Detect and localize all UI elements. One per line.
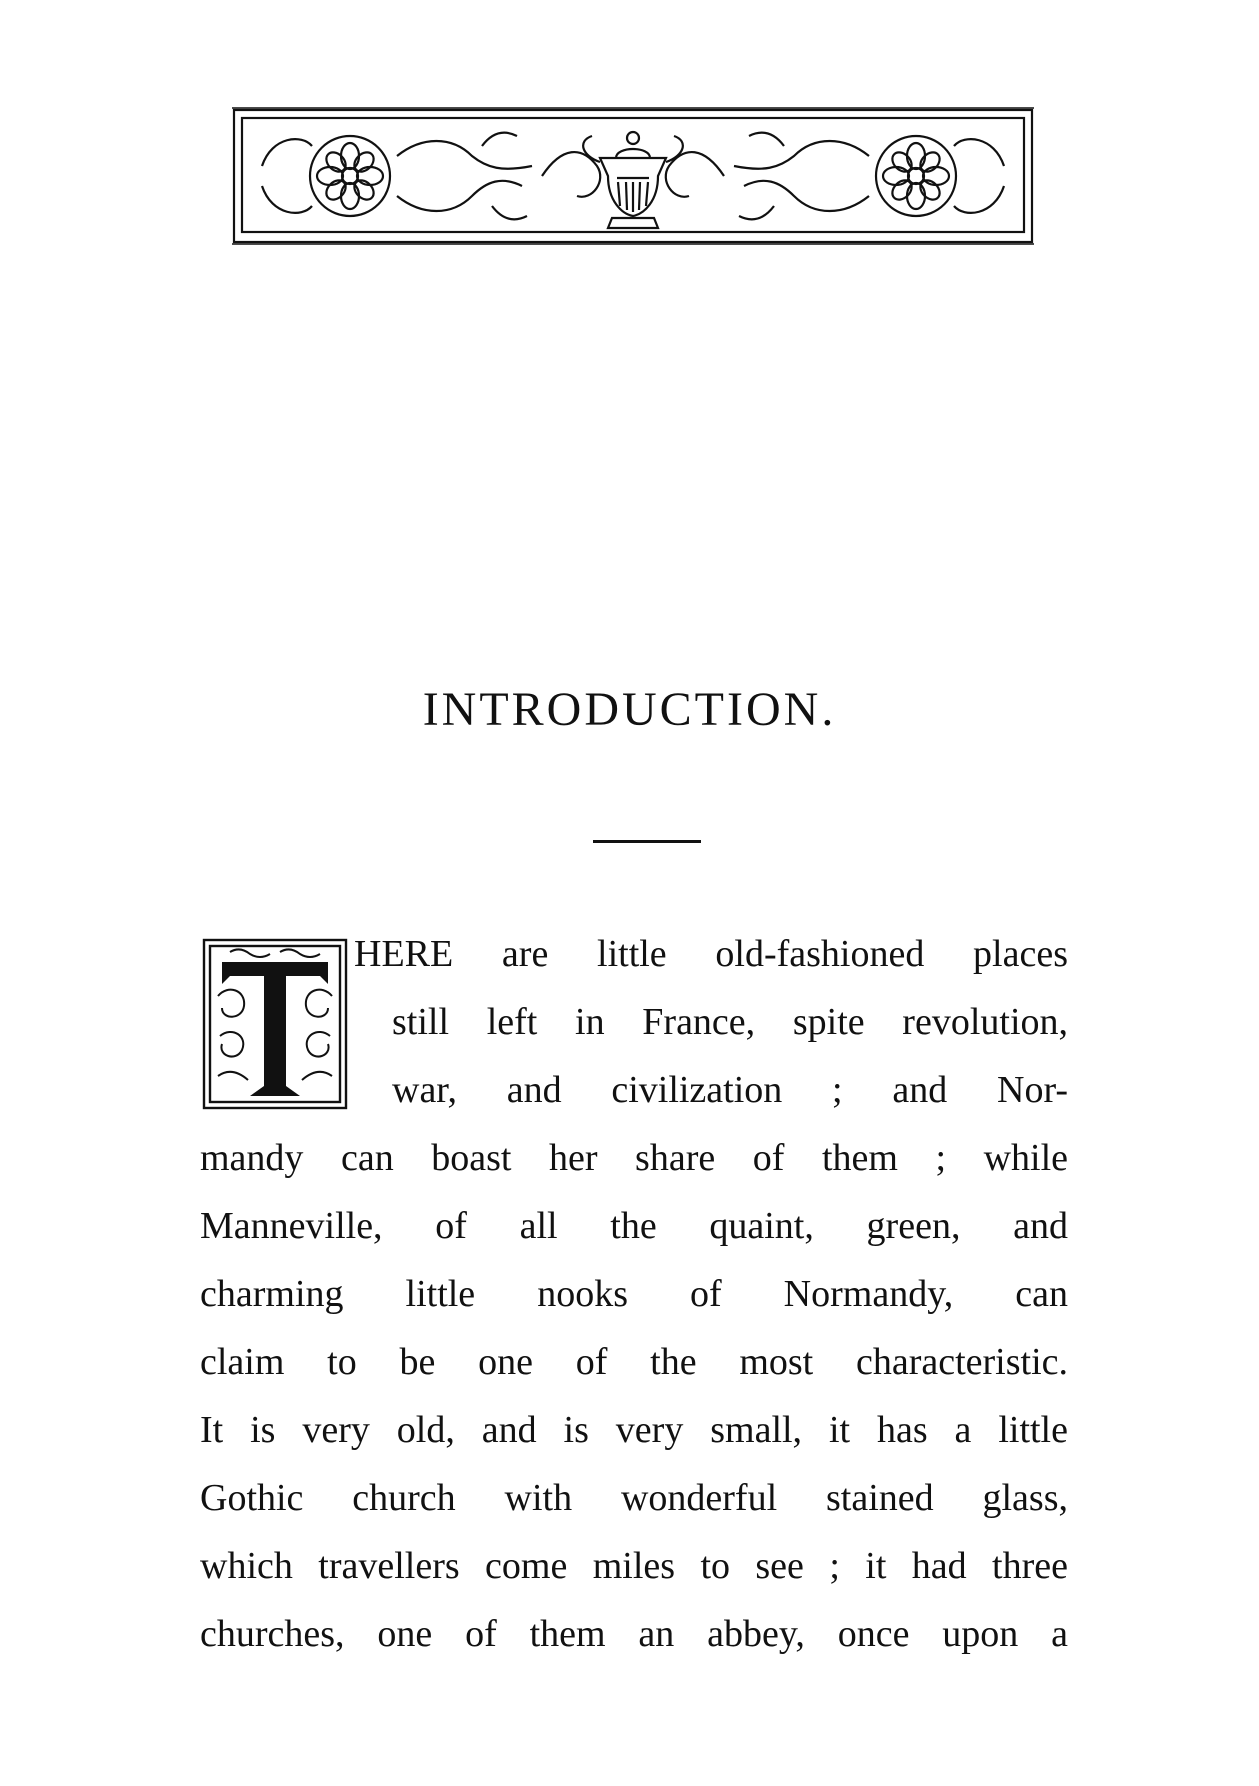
text-line: mandy can boast her share of them ; while (200, 1137, 1068, 1179)
decorated-initial-t-icon (200, 936, 350, 1112)
text-line: still left in France, spite revolution, (392, 1001, 1068, 1043)
text-line: war, and civilization ; and Nor- (392, 1069, 1068, 1111)
text-line: Manneville, of all the quaint, green, and (200, 1205, 1068, 1247)
text-line: which travellers come miles to see ; it had three (200, 1545, 1068, 1587)
floral-headpiece (232, 106, 1034, 246)
page-title: INTRODUCTION. (422, 683, 837, 736)
text-line: Gothic church with wonderful stained glass, (200, 1477, 1068, 1519)
text-line: charming little nooks of Normandy, can (200, 1273, 1068, 1315)
text-line: HERE are little old-fashioned places (354, 933, 1068, 975)
title-rule (593, 840, 701, 843)
text-line: claim to be one of the most characteristic. (200, 1341, 1068, 1383)
text-line: churches, one of them an abbey, once upon a (200, 1613, 1068, 1655)
text-line: It is very old, and is very small, it has a little (200, 1409, 1068, 1451)
